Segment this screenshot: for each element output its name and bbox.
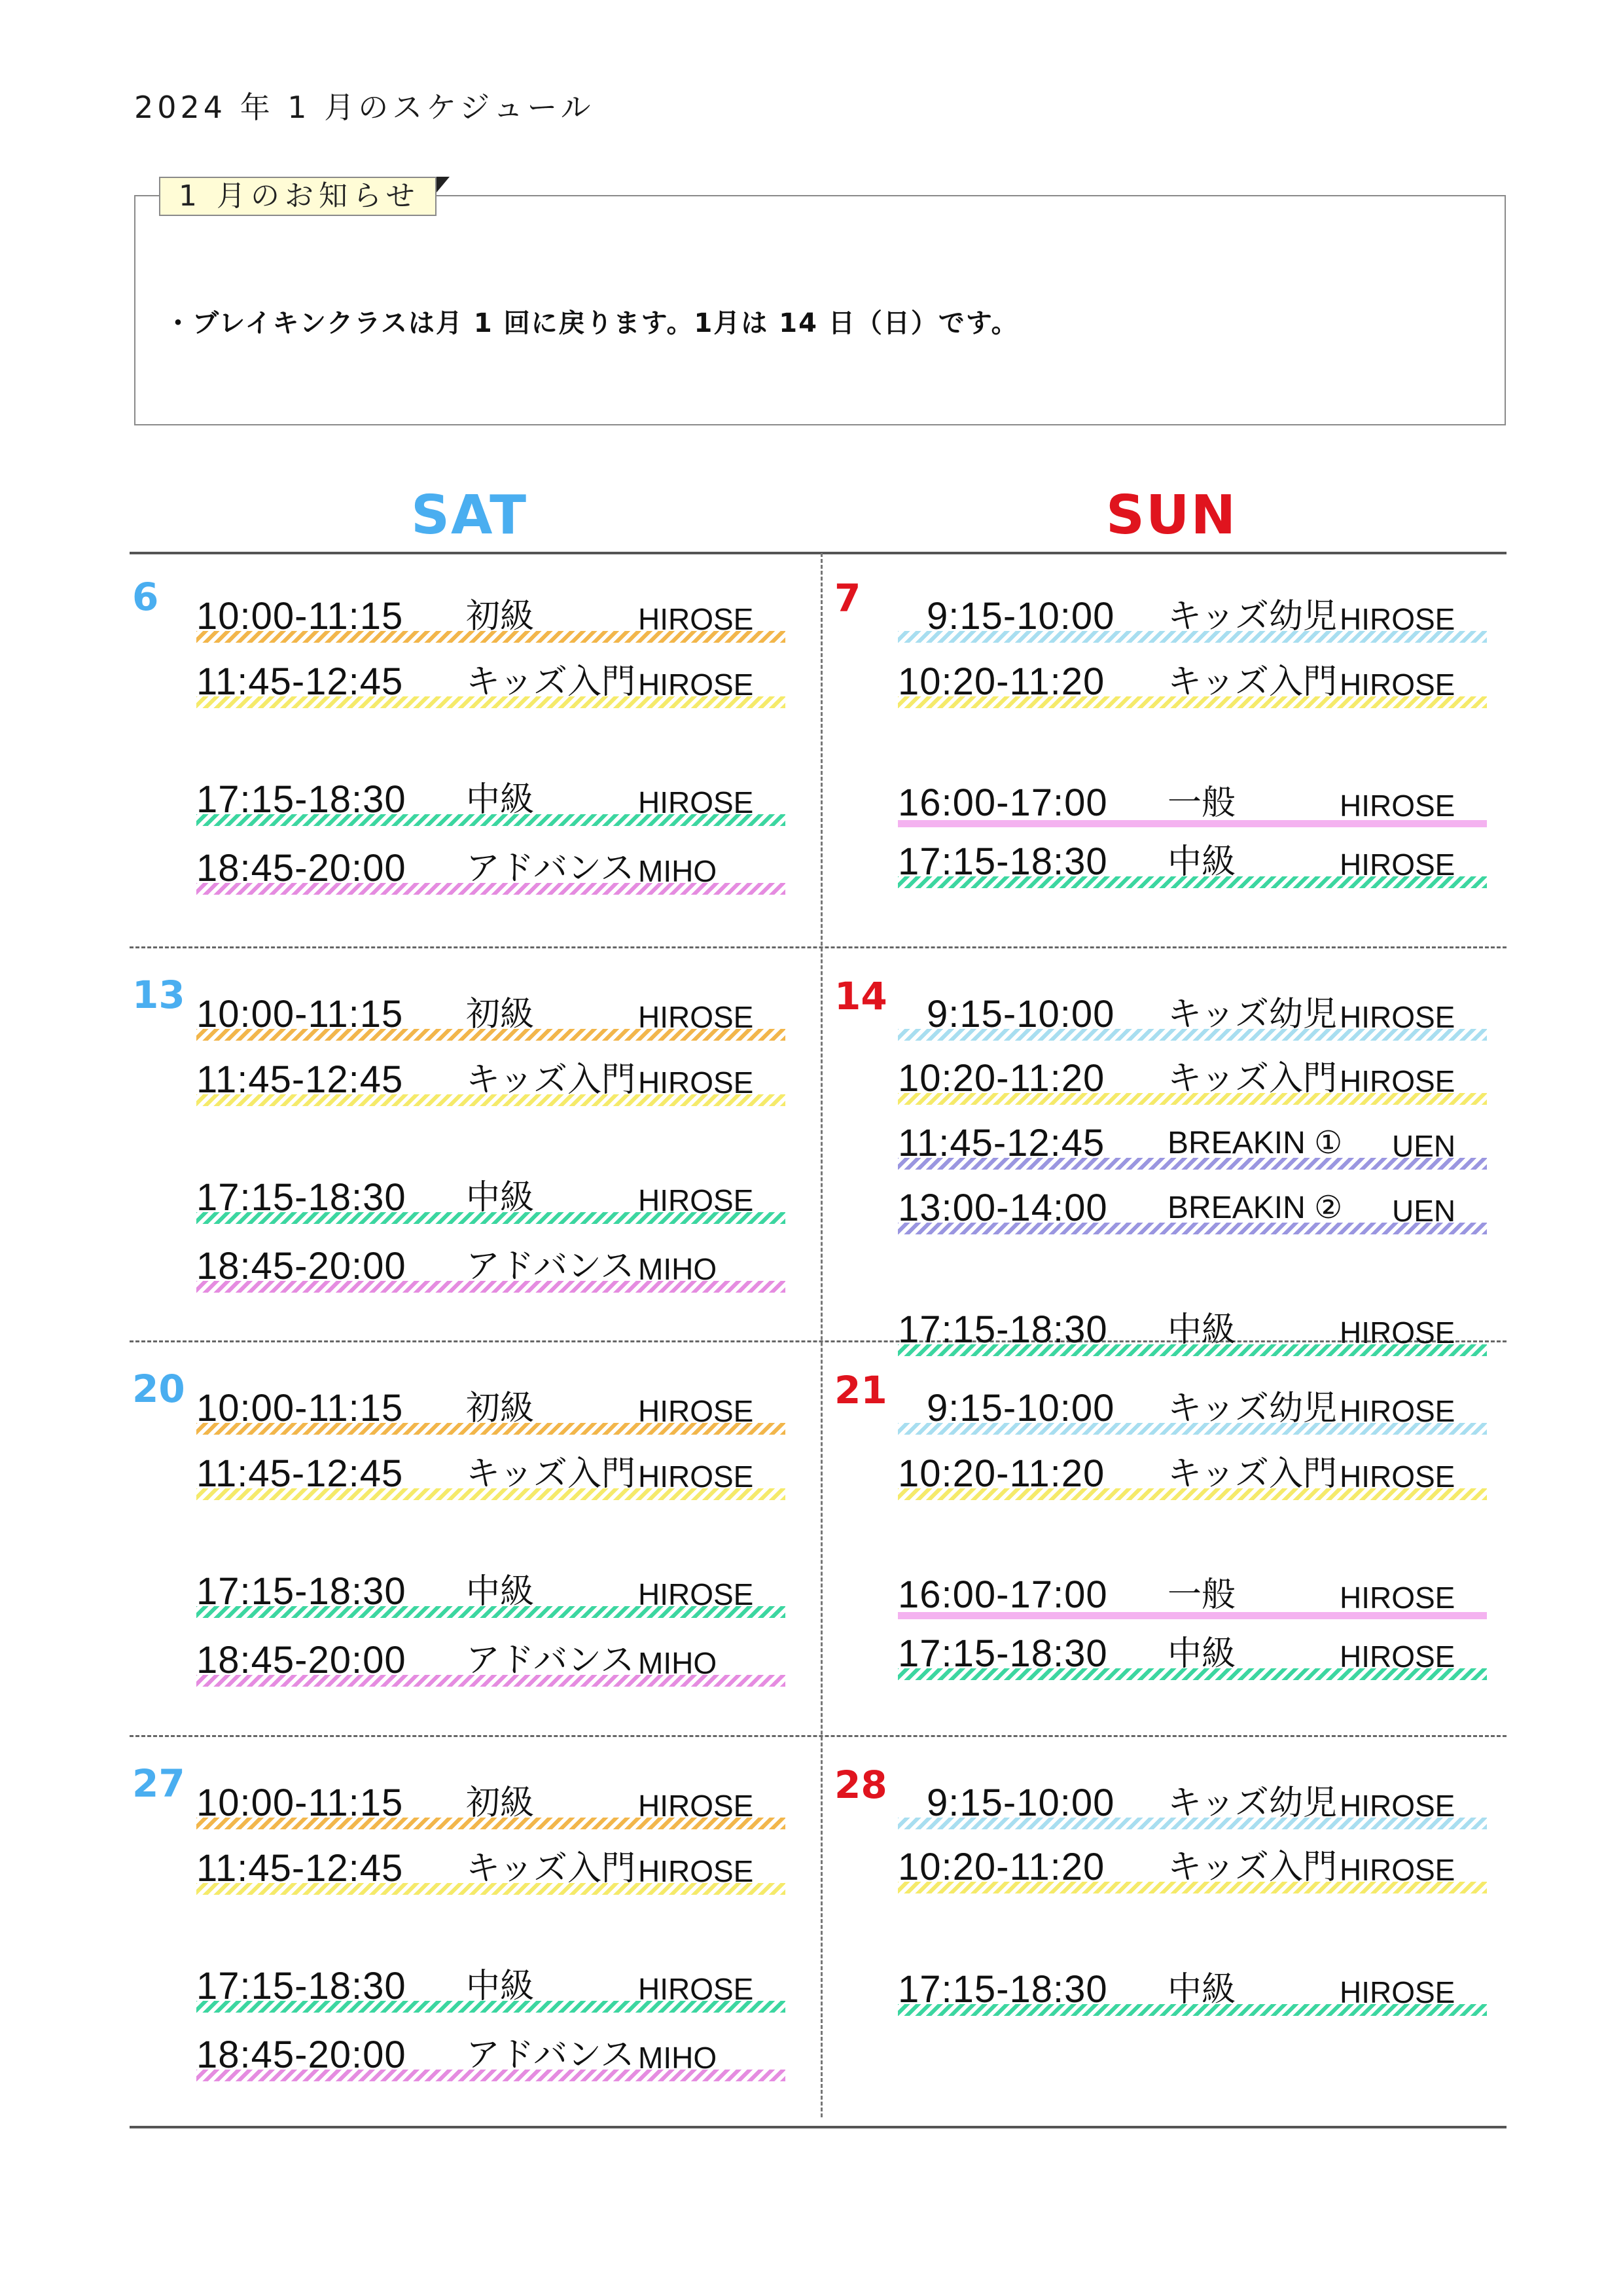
class-name: 初級: [466, 597, 535, 636]
class-entry: [898, 1781, 1500, 1825]
class-instructor: HIROSE: [638, 1394, 754, 1428]
class-instructor: HIROSE: [638, 1789, 754, 1823]
class-entry: [196, 778, 798, 822]
sunday-date: 28: [834, 1763, 887, 1807]
class-entry: [196, 1386, 798, 1431]
class-entry: [196, 2033, 798, 2077]
class-time: 10:00-11:15: [196, 1782, 404, 1824]
week-divider: [130, 946, 1507, 948]
saturday-date: 20: [132, 1367, 185, 1411]
class-time: 17:15-18:30: [898, 1968, 1108, 2011]
class-entry: [898, 1186, 1500, 1230]
class-name: BREAKIN ①: [1168, 1126, 1343, 1160]
class-name: キッズ入門: [1168, 662, 1337, 702]
class-name: キッズ入門: [466, 1454, 635, 1494]
class-entry: [898, 1308, 1500, 1352]
class-entry: [898, 1845, 1500, 1890]
class-entry: [196, 846, 798, 891]
class-entry: [196, 992, 798, 1037]
week-divider: [130, 1735, 1507, 1737]
class-time: 17:15-18:30: [898, 840, 1108, 883]
class-entry: [196, 1964, 798, 2009]
class-time: 18:45-20:00: [196, 1245, 406, 1287]
class-time: 10:00-11:15: [196, 993, 404, 1035]
class-instructor: MIHO: [638, 2041, 717, 2075]
class-entry: [898, 840, 1500, 884]
class-entry: [898, 660, 1500, 704]
class-name: キッズ入門: [1168, 1454, 1337, 1494]
class-time: 16:00-17:00: [898, 1573, 1108, 1616]
class-time: 9:15-10:00: [927, 1387, 1115, 1429]
bottom-rule: [130, 2126, 1507, 2128]
class-entry: [196, 1175, 798, 1220]
class-time: 11:45-12:45: [196, 1452, 404, 1495]
class-instructor: HIROSE: [1340, 848, 1455, 882]
class-instructor: HIROSE: [1340, 1853, 1455, 1887]
class-time: 11:45-12:45: [196, 1847, 404, 1890]
sunday-date: 7: [834, 576, 861, 620]
class-instructor: HIROSE: [1340, 1316, 1455, 1350]
class-entry: [196, 594, 798, 639]
class-entry: [898, 1386, 1500, 1431]
class-instructor: HIROSE: [638, 668, 754, 702]
class-instructor: HIROSE: [638, 1460, 754, 1494]
class-name: 中級: [1168, 1310, 1236, 1350]
class-time: 17:15-18:30: [196, 778, 406, 821]
class-name: キッズ幼児: [1168, 995, 1337, 1034]
class-name: 中級: [466, 1967, 535, 2006]
class-time: 10:00-11:15: [196, 595, 404, 637]
class-name: 中級: [466, 1572, 535, 1611]
class-entry: [898, 1967, 1500, 2012]
sunday-date: 21: [834, 1368, 887, 1412]
class-name: 初級: [466, 1784, 535, 1823]
class-name: 一般: [1168, 1575, 1236, 1615]
class-instructor: HIROSE: [1340, 602, 1455, 636]
class-instructor: HIROSE: [1340, 1394, 1455, 1428]
sunday-header: SUN: [1105, 484, 1238, 547]
class-name: キッズ入門: [1168, 1059, 1337, 1098]
class-time: 17:15-18:30: [196, 1176, 406, 1219]
class-time: 18:45-20:00: [196, 2034, 406, 2076]
class-entry: [196, 1452, 798, 1496]
class-name: BREAKIN ②: [1168, 1191, 1343, 1225]
class-instructor: HIROSE: [1340, 1064, 1455, 1098]
saturday-header: SAT: [410, 484, 528, 547]
class-instructor: HIROSE: [638, 602, 754, 636]
saturday-date: 13: [132, 973, 185, 1017]
class-instructor: HIROSE: [1340, 1460, 1455, 1494]
class-instructor: HIROSE: [1340, 1789, 1455, 1823]
class-time: 17:15-18:30: [898, 1308, 1108, 1351]
class-name: 中級: [1168, 1634, 1236, 1674]
notice-text: ・ブレイキンクラスは月 1 回に戻ります。1月は 14 日（日）です。: [165, 308, 1019, 338]
class-time: 9:15-10:00: [927, 993, 1115, 1035]
class-name: 中級: [1168, 1970, 1236, 2009]
class-name: アドバンス: [466, 2036, 635, 2075]
class-time: 18:45-20:00: [196, 847, 406, 889]
class-instructor: HIROSE: [1340, 1581, 1455, 1615]
class-instructor: HIROSE: [638, 1183, 754, 1217]
class-entry: [196, 1846, 798, 1891]
class-time: 10:20-11:20: [898, 1452, 1105, 1495]
class-name: キッズ幼児: [1168, 1389, 1337, 1428]
class-time: 18:45-20:00: [196, 1639, 406, 1681]
column-divider: [821, 553, 823, 2117]
class-instructor: MIHO: [638, 854, 717, 888]
class-name: キッズ幼児: [1168, 597, 1337, 636]
class-instructor: HIROSE: [1340, 1975, 1455, 2009]
class-entry: [898, 594, 1500, 639]
class-time: 10:20-11:20: [898, 1057, 1105, 1100]
class-time: 17:15-18:30: [898, 1632, 1108, 1675]
class-instructor: HIROSE: [638, 785, 754, 819]
class-time: 17:15-18:30: [196, 1570, 406, 1613]
class-name: キッズ入門: [466, 1060, 635, 1100]
class-name: キッズ入門: [466, 1849, 635, 1888]
class-instructor: HIROSE: [638, 1577, 754, 1611]
class-name: 初級: [466, 995, 535, 1034]
class-instructor: HIROSE: [1340, 789, 1455, 823]
saturday-date: 6: [132, 575, 159, 619]
class-instructor: UEN: [1392, 1129, 1456, 1163]
class-name: キッズ入門: [466, 662, 635, 702]
class-time: 16:00-17:00: [898, 781, 1108, 824]
class-name: 中級: [1168, 842, 1236, 882]
saturday-date: 27: [132, 1761, 185, 1806]
class-entry: [898, 992, 1500, 1037]
class-instructor: HIROSE: [638, 1000, 754, 1034]
class-entry: [898, 781, 1500, 825]
class-instructor: HIROSE: [638, 1066, 754, 1100]
class-entry: [898, 1121, 1500, 1166]
class-instructor: HIROSE: [1340, 668, 1455, 702]
class-name: 初級: [466, 1389, 535, 1428]
class-time: 13:00-14:00: [898, 1187, 1108, 1229]
class-time: 10:00-11:15: [196, 1387, 404, 1429]
class-instructor: HIROSE: [638, 1854, 754, 1888]
header-rule: [130, 552, 1507, 554]
class-time: 11:45-12:45: [196, 660, 404, 703]
class-instructor: HIROSE: [638, 1972, 754, 2006]
class-instructor: MIHO: [638, 1252, 717, 1286]
class-entry: [196, 1570, 798, 1614]
class-name: アドバンス: [466, 1641, 635, 1680]
class-instructor: MIHO: [638, 1646, 717, 1680]
class-entry: [898, 1632, 1500, 1676]
class-time: 9:15-10:00: [927, 1782, 1115, 1824]
class-entry: [196, 1781, 798, 1825]
class-entry: [196, 660, 798, 704]
class-time: 10:20-11:20: [898, 660, 1105, 703]
class-entry: [898, 1573, 1500, 1617]
class-entry: [196, 1058, 798, 1102]
notice-tab-label: 1 月のお知らせ: [159, 177, 437, 216]
class-time: 11:45-12:45: [898, 1122, 1105, 1164]
sunday-date: 14: [834, 974, 887, 1018]
class-instructor: HIROSE: [1340, 1000, 1455, 1034]
class-time: 17:15-18:30: [196, 1965, 406, 2007]
class-instructor: HIROSE: [1340, 1640, 1455, 1674]
class-time: 9:15-10:00: [927, 595, 1115, 637]
class-entry: [898, 1452, 1500, 1496]
class-time: 11:45-12:45: [196, 1058, 404, 1101]
class-name: アドバンス: [466, 849, 635, 888]
page-title: 2024 年 1 月のスケジュール: [134, 90, 595, 125]
class-name: 中級: [466, 780, 535, 819]
class-entry: [898, 1056, 1500, 1101]
class-name: 中級: [466, 1178, 535, 1217]
class-entry: [196, 1244, 798, 1289]
class-name: アドバンス: [466, 1247, 635, 1286]
class-entry: [196, 1638, 798, 1683]
class-name: 一般: [1168, 783, 1236, 823]
class-time: 10:20-11:20: [898, 1846, 1105, 1888]
class-name: キッズ入門: [1168, 1848, 1337, 1887]
class-instructor: UEN: [1392, 1194, 1456, 1228]
class-name: キッズ幼児: [1168, 1784, 1337, 1823]
